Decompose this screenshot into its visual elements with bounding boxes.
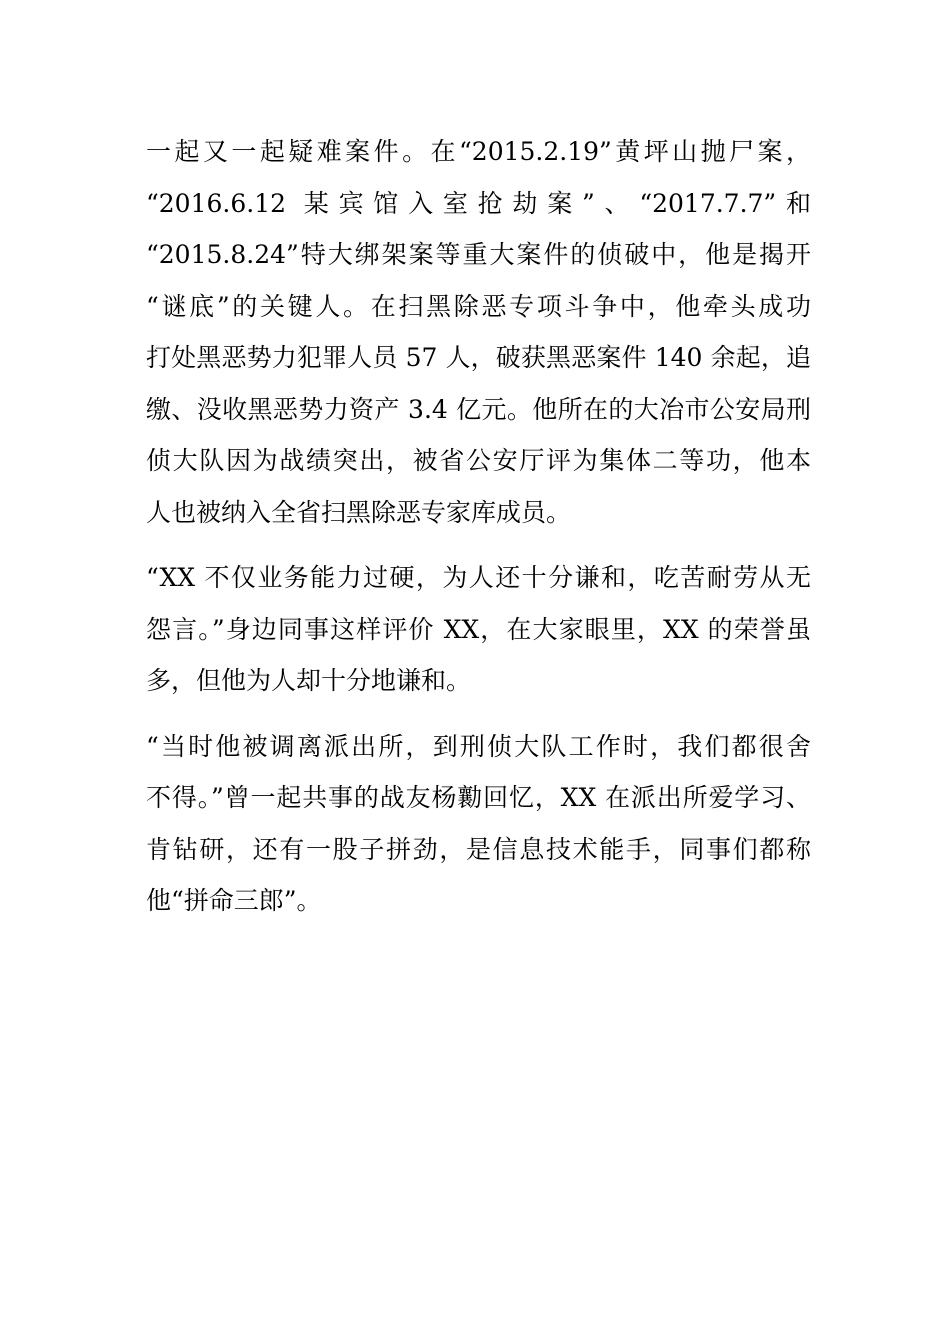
- text-line: 人也被纳入全省扫黑除恶专家库成员。: [146, 497, 572, 527]
- text-line: 不得。”曾一起共事的战友杨勷回忆，XX 在派出所爱学习、: [146, 783, 811, 812]
- text-line: 打处黑恶势力犯罪人员 57 人，破获黑恶案件 140 余起，追: [146, 343, 811, 372]
- text-line: 侦大队因为战绩突出，被省公安厅评为集体二等功，他本: [146, 446, 811, 475]
- document-body: [146, 126, 811, 927]
- text-line: “当时他被调离派出所，到刑侦大队工作时，我们都很舍: [146, 731, 811, 761]
- paragraph-spacer: [146, 707, 811, 721]
- text-line: 多，但他为人却十分地谦和。: [146, 666, 472, 695]
- text-line: “2015.8.24”特大绑架案等重大案件的侦破中，他是揭开: [146, 240, 811, 269]
- text-line: 他“拼命三郎”。: [146, 886, 322, 915]
- text-line: “XX 不仅业务能力过硬，为人还十分谦和，吃苦耐劳从无: [146, 563, 811, 592]
- text-line: 怨言。”身边同事这样评价 XX，在大家眼里，XX 的荣誉虽: [146, 614, 811, 644]
- text-line: 一起又一起疑难案件。在“2015.2.19”黄坪山抛尸案，: [146, 137, 811, 166]
- paragraph-2: [146, 552, 811, 707]
- text-line: 缴、没收黑恶势力资产 3.4 亿元。他所在的大冶市公安局刑: [146, 394, 811, 424]
- text-line: “谜底”的关键人。在扫黑除恶专项斗争中，他牵头成功: [146, 291, 811, 321]
- text-line: “2016.6.12 某宾馆入室抢劫案”、“2017.7.7”和: [146, 188, 811, 218]
- paragraph-spacer: [146, 538, 811, 552]
- paragraph-1: [146, 126, 811, 538]
- text-line: 肯钻研，还有一股子拼劲，是信息技术能手，同事们都称: [146, 834, 811, 864]
- paragraph-3: [146, 721, 811, 927]
